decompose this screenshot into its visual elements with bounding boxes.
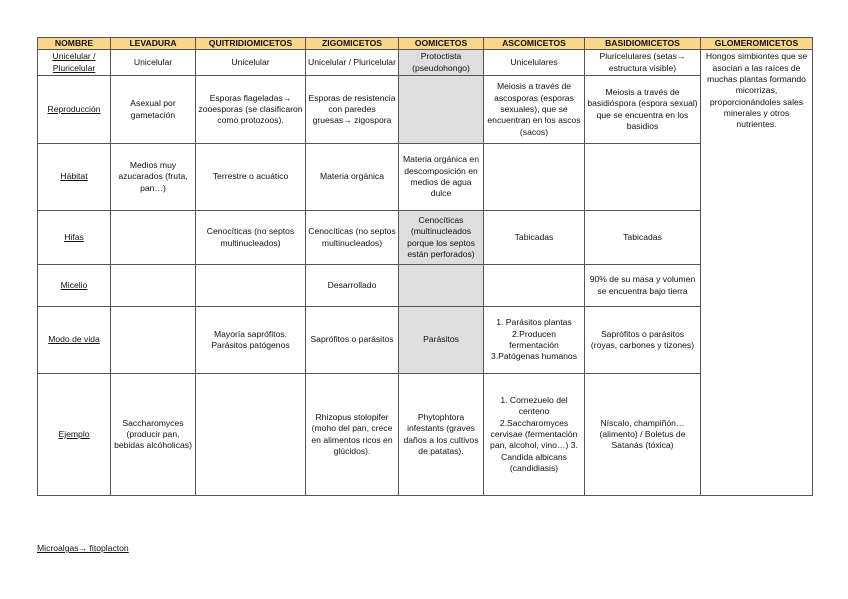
table-cell: [111, 211, 196, 265]
table-cell: Phytophtora infestants (graves daños a los cultivos de patatas).: [399, 374, 484, 496]
table-cell: Tabicadas: [484, 211, 585, 265]
table-cell: [399, 76, 484, 144]
header-zigomicetos: ZIGOMICETOS: [306, 38, 399, 50]
row-label-habitat: Hábitat: [38, 144, 111, 211]
table-cell: Saprófitos o parásitos (royas, carbones y tizones): [585, 307, 701, 374]
table-cell: Esporas de resistencia con paredes gruesas→ zigospora: [306, 76, 399, 144]
table-cell: 90% de su masa y volumen se encuentra bajo tierra: [585, 265, 701, 307]
header-quitridiomicetos: QUITRIDIOMICETOS: [196, 38, 306, 50]
table-row: [38, 307, 813, 374]
table-cell: Unicelular: [111, 50, 196, 76]
table-cell: Materia orgánica: [306, 144, 399, 211]
table-cell: [484, 265, 585, 307]
table-cell: Cenocíticas (no septos multinucleados): [196, 211, 306, 265]
table-cell: Desarrollado: [306, 265, 399, 307]
table-cell: Cenocíticas (no septos multinucleados): [306, 211, 399, 265]
table-cell: [399, 265, 484, 307]
table-row: [38, 144, 813, 211]
table-cell: Rhizopus stolopifer (moho del pan, crece en alimentos ricos en glúcidos).: [306, 374, 399, 496]
table-cell: 1. Cornezuelo del centeno 2.Saccharomyces cervisae (fermentación pan, alcohol, vino…) 3. Candida albicans (candidiasis): [484, 374, 585, 496]
table-row: [38, 50, 813, 76]
table-cell: Saccharomyces (producir pan, bebidas alcóholicas): [111, 374, 196, 496]
table-cell: [585, 144, 701, 211]
table-cell: [484, 144, 585, 211]
table-cell: Níscalo, champiñón… (alimento) / Boletus de Satanás (tóxica): [585, 374, 701, 496]
table-row: [38, 211, 813, 265]
glomeromicetos-description: Hongos simbiontes que se asocian a las raíces de muchas plantas formando micorrizas, proporcionándoles sales minerales y otros nutrientes.: [701, 50, 813, 496]
table-cell: Unicelular: [196, 50, 306, 76]
header-oomicetos: OOMICETOS: [399, 38, 484, 50]
table-cell: Unicelulares: [484, 50, 585, 76]
table-cell: [196, 265, 306, 307]
table-cell: Saprófitos o parásitos: [306, 307, 399, 374]
row-label-ejemplo: Ejemplo: [38, 374, 111, 496]
row-label-reproduccion: Reproducción: [38, 76, 111, 144]
table-cell: Asexual por gametación: [111, 76, 196, 144]
table-cell: Materia orgánica en descomposición en medios de agua dulce: [399, 144, 484, 211]
table-cell: Meiosis a través de basidióspora (espora sexual) que se encuentra en los basidios: [585, 76, 701, 144]
table-cell: 1. Parásitos plantas 2.Producen fermentación 3.Patógenas humanos: [484, 307, 585, 374]
header-ascomicetos: ASCOMICETOS: [484, 38, 585, 50]
table-cell: Unicelular / Pluricelular: [306, 50, 399, 76]
header-levadura: LEVADURA: [111, 38, 196, 50]
table-cell: Parásitos: [399, 307, 484, 374]
table-cell: Cenocíticas (multinucleados porque los septos están perforados): [399, 211, 484, 265]
row-label-hifas: Hifas: [38, 211, 111, 265]
table-cell: Esporas flageladas→ zooesporas (se clasificaron como protozoos).: [196, 76, 306, 144]
table-cell: [111, 307, 196, 374]
table-cell: Medios muy azucarados (fruta, pan…): [111, 144, 196, 211]
row-label-celularidad: Unicelular / Pluricelular: [38, 50, 111, 76]
header-basidiomicetos: BASIDIOMICETOS: [585, 38, 701, 50]
header-nombre: NOMBRE: [38, 38, 111, 50]
table-cell: [111, 265, 196, 307]
table-row: [38, 374, 813, 496]
table-cell: [196, 374, 306, 496]
header-row: [38, 38, 813, 50]
table-cell: Pluricelulares (setas→ estructura visible): [585, 50, 701, 76]
table-cell: Tabicadas: [585, 211, 701, 265]
table-row: [38, 76, 813, 144]
table-cell: Meiosis a través de ascosporas (esporas sexuales), que se encuentran en los ascos (sacos): [484, 76, 585, 144]
row-label-modo-de-vida: Modo de vida: [38, 307, 111, 374]
table-cell: Mayoría saprófitos. Parásitos patógenos: [196, 307, 306, 374]
row-label-micelio: Micelio: [38, 265, 111, 307]
table-cell: Protoctista (pseudohongo): [399, 50, 484, 76]
table-row: [38, 265, 813, 307]
header-glomeromicetos: GLOMEROMICETOS: [701, 38, 813, 50]
table-cell: Terrestre o acuático: [196, 144, 306, 211]
footer-note: Microalgas→ fitoplacton: [37, 543, 129, 553]
fungi-classification-table: [37, 37, 813, 496]
